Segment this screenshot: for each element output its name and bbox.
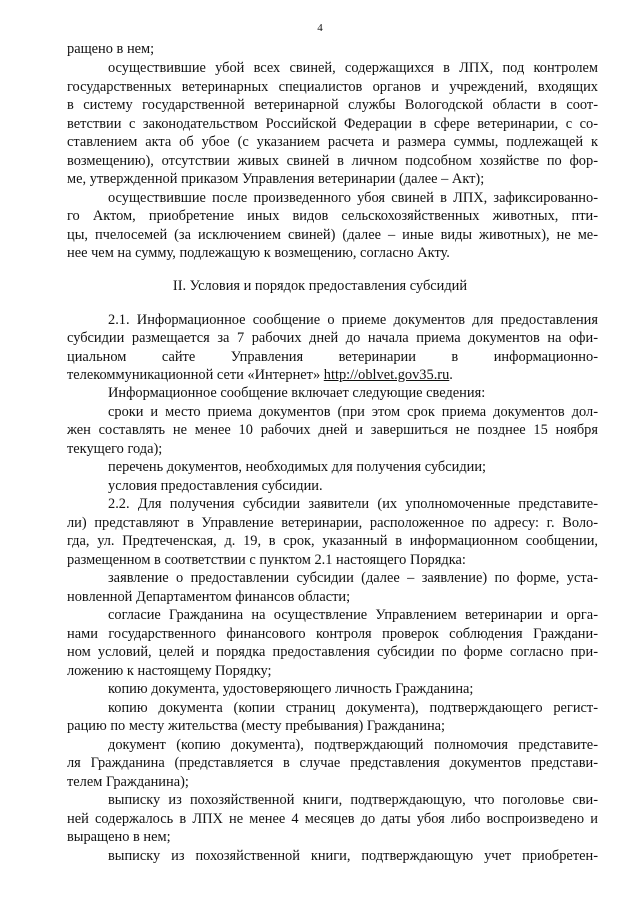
text-line: телем Гражданина); — [67, 774, 189, 790]
text-period: . — [449, 367, 453, 383]
text-line: ращено в нем; — [67, 41, 155, 57]
text-line: возмещению), отсутствии живых свиней в личном подсобном хозяйстве по фор- — [67, 153, 598, 169]
text-line: ля Гражданина (представляется в случае представления документов представи- — [67, 755, 598, 771]
text-line: жен составлять не менее 10 рабочих дней и завершиться не позднее 15 ноября — [67, 422, 598, 438]
text-line: новленной Департаментом финансов области; — [67, 589, 351, 605]
text-line: размещенном в соответствии с пунктом 2.1 настоящего Порядка: — [67, 552, 466, 568]
text-line: документ (копию документа), подтверждающий полномочия представите- — [108, 737, 598, 753]
text-line: условия предоставления субсидии. — [108, 478, 323, 494]
text-line: ном условий, целей и порядка предоставления субсидии по форме согласно при- — [67, 644, 598, 660]
text-line: в систему государственной ветеринарной службы Вологодской области в соот- — [67, 97, 598, 113]
text-line: копию документа (копии страниц документа), подтверждающего регист- — [108, 700, 598, 716]
text-line: копию документа, удостоверяющего личность Гражданина; — [108, 681, 474, 697]
text-line: выращено в нем; — [67, 829, 171, 845]
text-line: ли) представляют в Управление ветеринарии, расположенное по адресу: г. Воло- — [67, 515, 598, 531]
text-line: выписку из похозяйственной книги, подтверждающую, что поголовье сви- — [108, 792, 598, 808]
page-number: 4 — [317, 22, 323, 34]
text-line — [67, 366, 598, 385]
text-line: ветствии с законодательством Российской Федерации в сфере ветеринарии, с со- — [67, 116, 598, 132]
text-line: го Актом, приобретение иных видов сельскохозяйственных животных, пти- — [67, 208, 598, 224]
text-line: субсидии размещается за 7 рабочих дней до начала приема документов на офи- — [67, 330, 598, 346]
text-line: Информационное сообщение включает следующие сведения: — [108, 385, 486, 401]
text-line: текущего года); — [67, 441, 163, 457]
text-line: перечень документов, необходимых для получения субсидии; — [108, 459, 487, 475]
text-line: ложению к настоящему Порядку; — [67, 663, 272, 679]
text-line: государственных ветеринарных специалистов органов и учреждений, входящих — [67, 79, 598, 95]
text-line: выписку из похозяйственной книги, подтверждающую учет приобретен- — [108, 848, 598, 864]
text-line: согласие Гражданина на осуществление Управлением ветеринарии и орга- — [108, 607, 598, 623]
text-line: цы, пчелосемей (за исключением свиней) (далее – иные виды животных), не ме- — [67, 227, 598, 243]
text-line: сроки и место приема документов (при этом срок приема документов дол- — [108, 404, 598, 420]
website-link[interactable]: http://oblvet.gov35.ru — [323, 367, 450, 383]
text-line: 2.2. Для получения субсидии заявители (их уполномоченные представите- — [108, 496, 598, 512]
text-line: рацию по месту жительства (месту пребывания) Гражданина; — [67, 718, 446, 734]
text-line: гда, ул. Предтеченская, д. 19, в срок, указанный в информационном сообщении, — [67, 533, 598, 549]
text-line: ней содержалось в ЛПХ не менее 4 месяцев до даты убоя либо воспроизведено и — [67, 811, 598, 827]
text-line: заявление о предоставлении субсидии (далее – заявление) по форме, уста- — [108, 570, 598, 586]
section-heading: II. Условия и порядок предоставления субсидий — [172, 278, 468, 294]
text-line: ставлением акта об убое (с указанием расчета и размера суммы, подлежащей к — [67, 134, 598, 150]
text-line: осуществившие после произведенного убоя свиней в ЛПХ, зафиксированно- — [108, 190, 598, 206]
text-line: циальном сайте Управления ветеринарии в информационно- — [67, 349, 598, 365]
text-line: 2.1. Информационное сообщение о приеме документов для предоставления — [108, 312, 598, 328]
text-line-start: телекоммуникационной сети «Интернет» — [67, 367, 324, 383]
text-line: ме, утвержденной приказом Управления ветеринарии (далее – Акт); — [67, 171, 485, 187]
text-line: нее чем на сумму, подлежащую к возмещению, согласно Акту. — [67, 245, 450, 261]
text-line: нами государственного финансового контроля проверок соблюдения Граждани- — [67, 626, 598, 642]
text-line: осуществившие убой всех свиней, содержащихся в ЛПХ, под контролем — [108, 60, 598, 76]
